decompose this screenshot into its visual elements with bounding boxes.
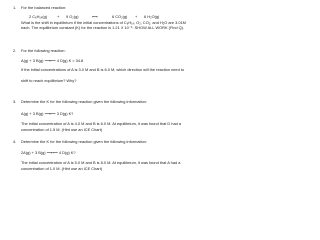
question-1-prompt: For the balanced reaction: bbox=[21, 5, 67, 10]
q1-reactant-1: 2 C₆H₁₄(g) bbox=[29, 14, 48, 19]
question-3-text-line-2: concentration of 1.5 M. (Hint use an ICE Chart) bbox=[21, 127, 103, 132]
question-3-number: 3. bbox=[13, 99, 17, 104]
q1-equilibrium-arrow: ⟷ bbox=[92, 14, 98, 19]
question-4-number: 4. bbox=[13, 139, 17, 144]
question-2-text-line-2: shift to reach equilibrium? Why? bbox=[21, 78, 77, 83]
question-1-text-line-1: What is the shift in equilibrium if the initial concentrations of C₆H₁₄, O₂, CO₂, and H₂O are 3.01M bbox=[21, 20, 186, 25]
question-4-equation: 2A(g) + 3 B(g) ⟶⟵ 4 D(g) K? bbox=[21, 150, 76, 155]
question-2-prompt: For the following reaction: bbox=[21, 48, 66, 53]
q1-plus-2: + bbox=[135, 14, 138, 19]
question-3-text-line-1: The initial concentration of A is 4.0 M and B is 6.0 M. At equilibrium, it was found that D had a bbox=[21, 121, 182, 126]
question-3-equation: A(g) + 3 B(g) ⟶⟵ 3 D(g) K? bbox=[21, 111, 74, 116]
question-1-text-line-2: each. The equilibrium constant (K) for the reaction is 1.21 X 10⁻⁶. SHOW ALL WORK (Find Q). bbox=[21, 25, 185, 30]
q1-product-1: 6 CO₂(g) bbox=[112, 14, 128, 19]
question-4-text-line-2: concentration of 1.0 M. (Hint use an ICE Chart) bbox=[21, 166, 103, 171]
question-3-prompt: Determine the K for the following reaction given the following information: bbox=[21, 99, 147, 104]
worksheet-page bbox=[0, 0, 200, 177]
question-4-text-line-1: The initial concentration of A is 5.0 M and B is 8.0 M. At equilibrium, it was found that A had a bbox=[21, 160, 181, 165]
q1-reactant-2: 9 O₂(g) bbox=[66, 14, 79, 19]
question-4-prompt: Determine the K for the following reaction given the following information: bbox=[21, 139, 147, 144]
question-2-text-line-1: If the initial concentrations of A is 3.0 M and B is 6.0 M, which direction will the reaction need to bbox=[21, 67, 185, 72]
question-2-number: 2. bbox=[13, 48, 17, 53]
question-2-equation: A(g) + 3 B(g) ⟶⟵ 4 D(g) K = 34.8 bbox=[21, 58, 84, 63]
q1-plus-1: + bbox=[57, 14, 60, 19]
q1-product-2: 6 H₂O(g) bbox=[144, 14, 160, 19]
question-1-number: 1. bbox=[13, 5, 17, 10]
